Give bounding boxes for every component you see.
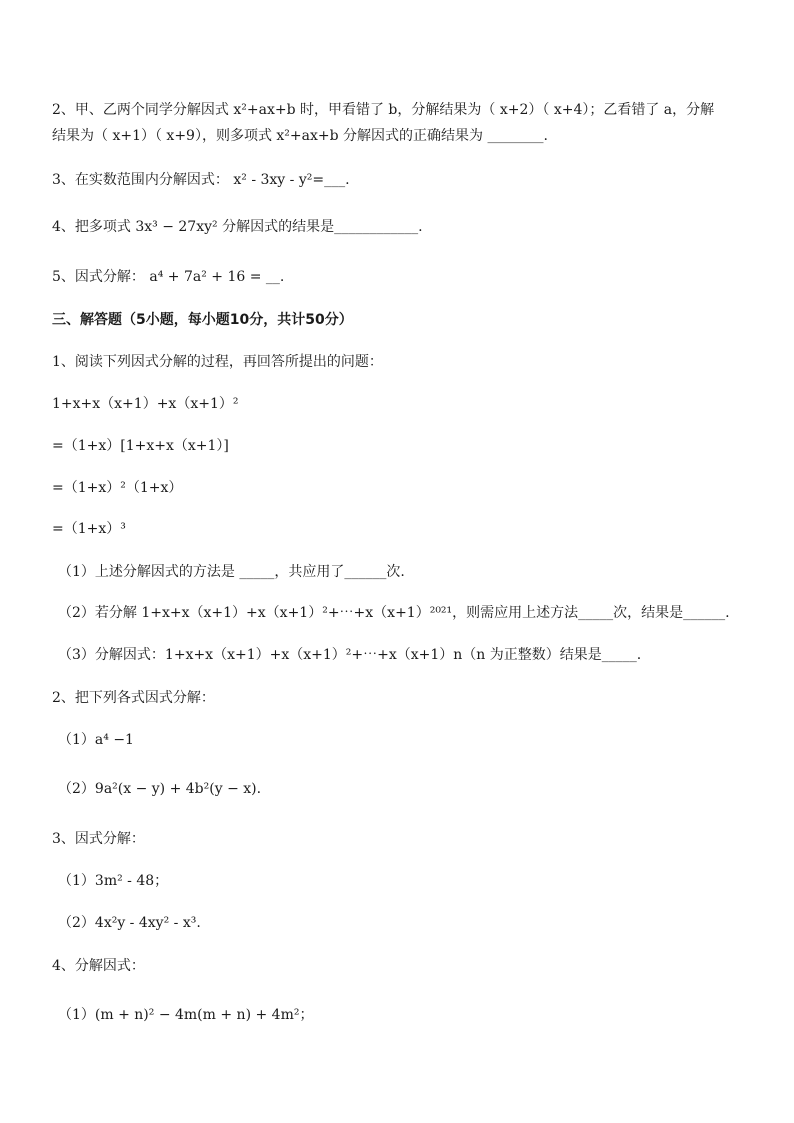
problem-4-part-1: （1）(m + n)² − 4m(m + n) + 4m²；: [58, 1007, 314, 1023]
problem-4-intro: 4、分解因式：: [52, 958, 145, 974]
problem-1-step-3: =（1+x）³: [52, 521, 126, 537]
problem-1-step-1: =（1+x）[1+x+x（x+1）]: [52, 438, 229, 454]
problem-1-step-2: =（1+x）²（1+x）: [52, 480, 183, 496]
question-3-fill: 3、在实数范围内分解因式： x² - 3xy - y²=___.: [52, 172, 350, 188]
problem-1-part-2: （2）若分解 1+x+x（x+1）+x（x+1）²+⋯+x（x+1）²⁰²¹，则需应用上述方法_____次，结果是______.: [58, 605, 730, 621]
problem-2-part-2: （2）9a²(x − y) + 4b²(y − x).: [58, 781, 262, 797]
problem-2-part-1: （1）a⁴ −1: [58, 732, 134, 748]
problem-2-intro: 2、把下列各式因式分解：: [52, 690, 215, 706]
question-4-fill: 4、把多项式 3x³ − 27xy² 分解因式的结果是____________.: [52, 219, 423, 235]
problem-3-part-1: （1）3m² - 48；: [58, 873, 169, 889]
problem-3-part-2: （2）4x²y - 4xy² - x³.: [58, 915, 201, 931]
problem-1-part-3: （3）分解因式：1+x+x（x+1）+x（x+1）²+⋯+x（x+1）n（n 为正整数）结果是_____.: [58, 647, 642, 663]
question-5-fill: 5、因式分解： a⁴ + 7a² + 16 = __.: [52, 269, 285, 285]
problem-1-intro: 1、阅读下列因式分解的过程，再回答所提出的问题：: [52, 354, 383, 370]
question-2-fill-line1: 2、甲、乙两个同学分解因式 x²+ax+b 时，甲看错了 b，分解结果为（ x+2）（ x+4）；乙看错了 a，分解: [52, 102, 715, 118]
problem-1-step-0: 1+x+x（x+1）+x（x+1）²: [52, 396, 239, 412]
problem-1-part-1: （1）上述分解因式的方法是 _____，共应用了______次.: [58, 564, 405, 580]
section-three-heading: 三、解答题（5小题，每小题10分，共计50分）: [52, 312, 353, 328]
question-2-fill-line2: 结果为（ x+1）（ x+9），则多项式 x²+ax+b 分解因式的正确结果为 ________.: [52, 128, 548, 144]
problem-3-intro: 3、因式分解：: [52, 831, 145, 847]
